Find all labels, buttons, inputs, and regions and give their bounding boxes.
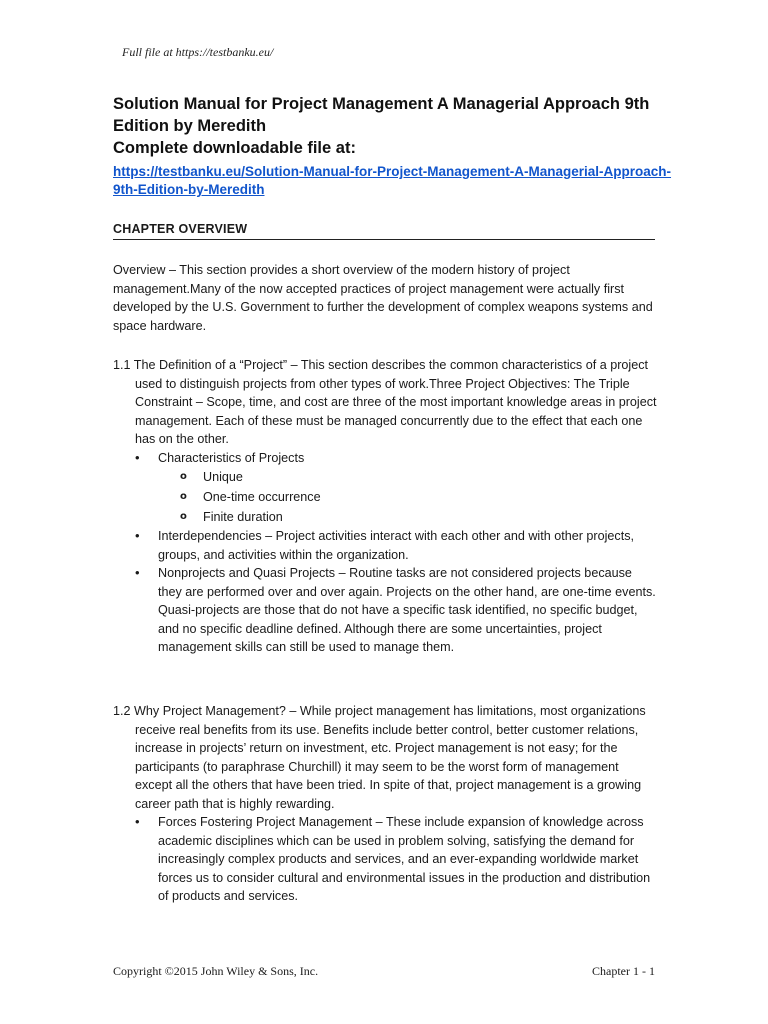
list-item-text: Forces Fostering Project Management – These include expansion of knowledge across academic disciplines which can be used in problem solving, satisfying the demand for increasingly complex products and services, and an ever-expanding worldwide market forces us to consider cultural and environmental issues in the production and distribution of products and services. xyxy=(158,815,651,903)
sub-list xyxy=(158,467,658,527)
sub-list-item xyxy=(180,487,658,507)
list-item xyxy=(135,449,658,528)
overview-text: Overview – This section provides a short overview of the modern history of project management.Many of the now accepted practices of project management were actually first developed by the U.S. Government to further the development of complex weapons systems and space hardware. xyxy=(113,263,653,333)
sub-list-item-text: Unique xyxy=(203,470,243,484)
sub-list-item-text: Finite duration xyxy=(203,510,283,524)
section-1-1-text: 1.1 The Definition of a “Project” – This section describes the common characteristics of a project used to distinguish projects from other types of work.Three Project Objectives: The Triple Constraint – Scope, time, and cost are three of the most important knowledge areas in project management. Each of these must be managed concurrently due to the effect that each one has on the other. xyxy=(113,358,657,446)
section-1-1 xyxy=(113,356,658,657)
sub-bullet-icon: o xyxy=(180,511,187,522)
page-footer xyxy=(113,964,655,979)
document-title xyxy=(113,93,673,199)
sub-bullet-icon: o xyxy=(180,471,187,482)
copyright-text: Copyright ©2015 John Wiley & Sons, Inc. xyxy=(113,964,319,978)
section-1-2-bullets xyxy=(113,813,658,906)
title-line: Solution Manual for Project Management A Managerial Approach 9th Edition by Meredith xyxy=(113,95,650,135)
page-number: Chapter 1 - 1 xyxy=(592,964,655,978)
section-1-2-text: 1.2 Why Project Management? – While project management has limitations, most organizations receive real benefits from its use. Benefits include better control, better customer relations, increase in projects’ return on investment, etc. Project management is not easy; for the participants (to paraphrase Churchill) it may seem to be the worst form of management except all the others that have been tried. In spite of that, project management is a growing career path that is highly rewarding. xyxy=(113,704,646,811)
sub-bullet-icon: o xyxy=(180,491,187,502)
list-item xyxy=(135,813,658,906)
sub-list-item xyxy=(180,467,658,487)
section-heading: CHAPTER OVERVIEW xyxy=(113,222,655,240)
bullet-icon: • xyxy=(135,449,140,465)
list-item xyxy=(135,527,658,564)
sub-list-item xyxy=(180,507,658,527)
overview-paragraph xyxy=(113,261,658,335)
sub-list-item-text: One-time occurrence xyxy=(203,490,321,504)
section-1-1-bullets xyxy=(113,449,658,657)
section-1-2 xyxy=(113,702,658,906)
header-note: Full file at https://testbanku.eu/ xyxy=(122,45,274,59)
list-item-text: Characteristics of Projects xyxy=(158,450,305,465)
download-link[interactable]: https://testbanku.eu/Solution-Manual-for-Project-Management-A-Managerial-Approach-9th-Edition-by-Meredith xyxy=(113,164,672,197)
list-item-text: Nonprojects and Quasi Projects – Routine tasks are not considered projects because they are performed over and over again. Projects on the other hand, are one-time events. Quasi-projects are those that do not have a specific task identified, no specific budget, and no specific deadline defined. Although there are some uncertainties, project management skills can still be used to manage them. xyxy=(158,566,656,654)
list-item-text: Interdependencies – Project activities interact with each other and with other projects, groups, and activities within the organization. xyxy=(158,529,635,562)
bullet-icon: • xyxy=(135,528,140,543)
bullet-icon: • xyxy=(135,565,140,580)
bullet-icon: • xyxy=(135,814,140,829)
title-subline: Complete downloadable file at: xyxy=(113,139,356,157)
list-item xyxy=(135,564,658,657)
